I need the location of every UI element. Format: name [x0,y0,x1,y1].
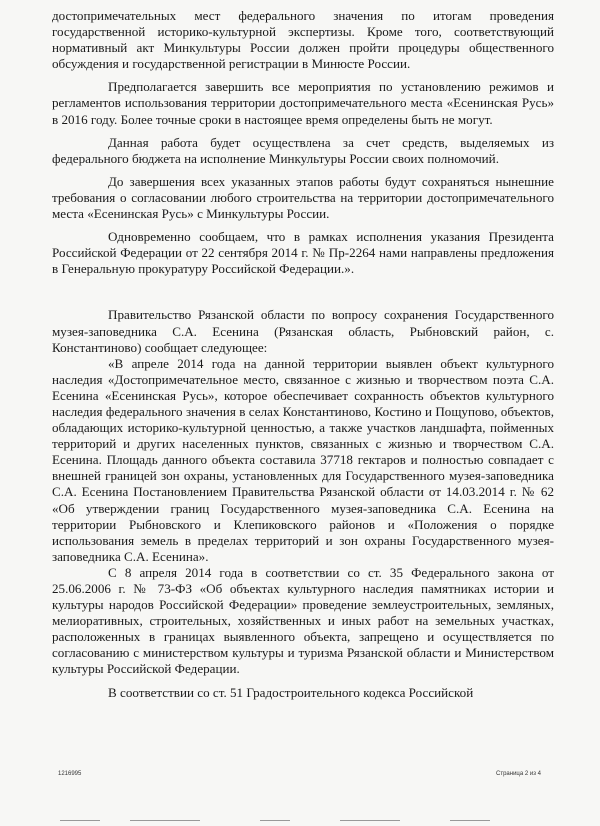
document-number: 1216995 [58,771,82,777]
page-number: Страница 2 из 4 [496,771,541,777]
paragraph: В соответствии со ст. 51 Градостроительного кодекса Российской [108,684,474,700]
scan-bottom-edge [0,816,600,826]
paragraph: достопримечательных мест федерального значения по итогам проведения государственной историко-культурной экспертизы. Кроме того, соответствующий нормативный акт Минкультуры России должен пройти процедуры общественного обсуждения и государственной регистрации в Минюсте России. [52,8,554,72]
paragraph: С 8 апреля 2014 года в соответствии со ст. 35 Федерального закона от 25.06.2006 г. № 73-ФЗ «Об объектах культурного наследия памятниках истории и культуры народов Российской Федерации» проведение землеустроительных, земляных, мелиоративных, строительных, хозяйственных и иных работ на земельных участках, расположенных в границах выявленного объекта, запрещено и осуществляется по согласованию с министерством культуры и туризма Рязанской области и Министерством культуры Российской Федерации. [52,564,554,677]
document-body [52,8,554,701]
paragraph: До завершения всех указанных этапов работы будут сохраняться нынешние требования о согласовании любого строительства на территории достопримечательного места «Есенинская Русь» с Минкультуры России. [52,173,554,222]
paragraph: «В апреле 2014 года на данной территории выявлен объект культурного наследия «Достопримечательное место, связанное с жизнью и творчеством поэта С.А. Есенина «Есенинская Русь», которое обеспечивает сохранность объектов культурного наследия федерального значения в селах Константиново, Костино и Пощупово, объектов, обладающих историко-культурной ценностью, а также участков ландшафта, пойменных территорий и других населенных пунктов, связанных с жизнью и творчеством С.А. Есенина. Площадь данного объекта составила 37718 гектаров и полностью совпадает с внешней границей зон охраны, установленных для Государственного музея-заповедника С.А. Есенина Постановлением Правительства Рязанской области от 14.03.2014 г. № 62 «Об утверждении границ Государственного музея-заповедника С.А. Есенина на территории Рыбновского и Клепиковского районов и «Положения о порядке использования земель в пределах территорий и зон охраны Государственного музея-заповедника С.А. Есенина». [52,355,554,564]
paragraph: Предполагается завершить все мероприятия по установлению режимов и регламентов использования территории достопримечательного места «Есенинская Русь» в 2016 году. Более точные сроки в настоящее время определены быть не могут. [52,79,554,127]
paragraph: Данная работа будет осуществлена за счет средств, выделяемых из федерального бюджета на исполнение Минкультуры России своих полномочий. [52,134,554,166]
paragraph: Правительство Рязанской области по вопросу сохранения Государственного музея-заповедника С.А. Есенина (Рязанская область, Рыбновский район, с. Константиново) сообщает следующее: [52,307,554,355]
paragraph: Одновременно сообщаем, что в рамках исполнения указания Президента Российской Федерации от 22 сентября 2014 г. № Пр-2264 нами направлены предложения в Генеральную прокуратуру Российской Федерации.». [52,229,554,277]
